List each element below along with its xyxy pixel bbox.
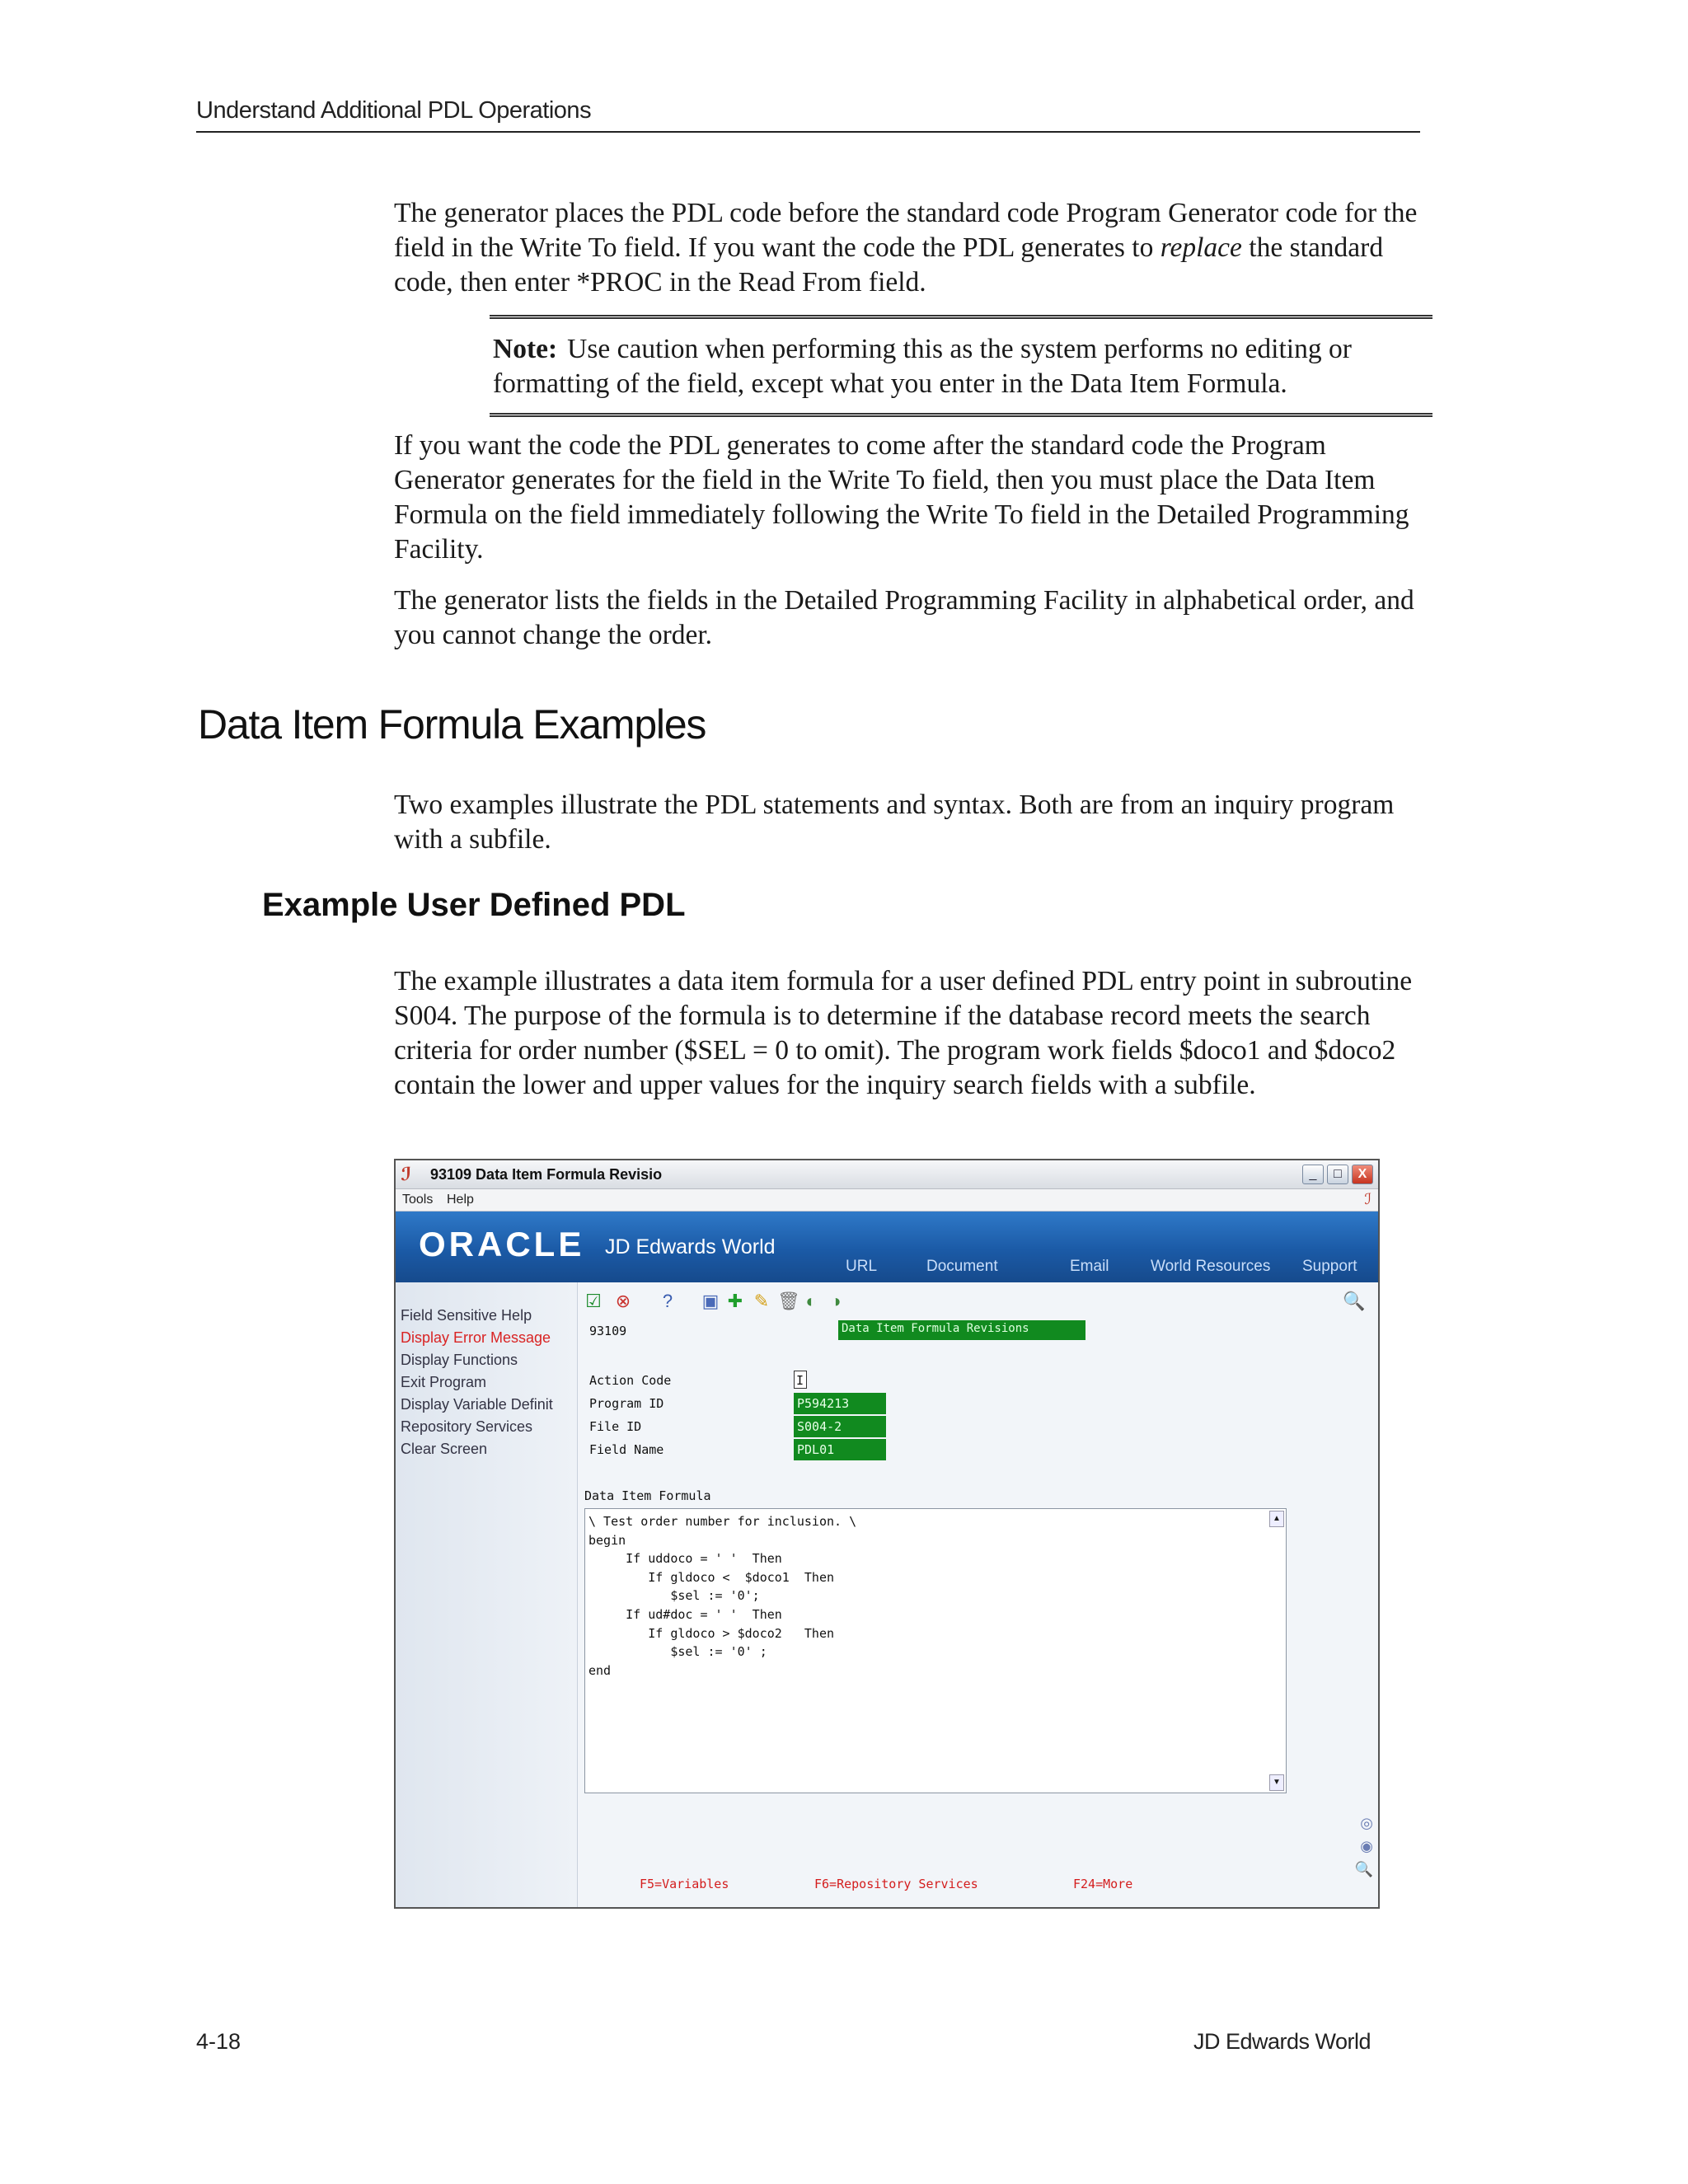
paragraph-generator-placement <box>394 196 1432 300</box>
program-id-label: Program ID <box>589 1396 664 1411</box>
settings-icon[interactable]: ◉ <box>1360 1838 1373 1854</box>
formula-label: Data Item Formula <box>584 1488 711 1503</box>
section-heading: Data Item Formula Examples <box>198 701 706 748</box>
product-name: JD Edwards World <box>605 1235 776 1258</box>
emphasis-replace: replace <box>1160 232 1242 263</box>
field-name-label: Field Name <box>589 1442 664 1457</box>
scroll-down-button[interactable]: ▼ <box>1269 1774 1284 1791</box>
action-code-input[interactable]: I <box>794 1371 807 1389</box>
sidebar-item-clear-screen[interactable]: Clear Screen <box>401 1441 488 1457</box>
note-box <box>490 315 1432 417</box>
oracle-banner <box>396 1212 1378 1282</box>
cancel-icon[interactable]: ⊗ <box>615 1291 631 1311</box>
delete-icon[interactable]: 🗑 <box>777 1291 800 1311</box>
fkey-repository-services[interactable]: F6=Repository Services <box>814 1877 978 1891</box>
program-id-field[interactable]: P594213 <box>794 1393 886 1414</box>
file-id-label: File ID <box>589 1419 642 1434</box>
zoom-icon[interactable]: 🔍 <box>1354 1861 1373 1877</box>
banner-link-world-resources[interactable]: World Resources <box>1151 1258 1271 1275</box>
note-text: Use caution when performing this as the system performs no editing or formatting of the field, except what you enter in the Data Item Formula. <box>493 334 1352 399</box>
sidebar-item-display-functions[interactable]: Display Functions <box>401 1352 518 1368</box>
search-icon[interactable]: 🔍 <box>1343 1291 1366 1311</box>
menu-tools[interactable]: Tools <box>402 1193 434 1207</box>
main-pane <box>578 1282 1378 1907</box>
banner-link-support[interactable]: Support <box>1302 1258 1357 1275</box>
maximize-button[interactable]: □ <box>1327 1165 1348 1184</box>
help-icon[interactable]: ? <box>662 1291 673 1311</box>
paragraph-text: The generator places the PDL code before the standard code Program Generator code for the field in the Write To field. If you want the code the PDL generates to <box>394 198 1418 263</box>
fkey-more[interactable]: F24=More <box>1073 1877 1133 1891</box>
field-name-field[interactable]: PDL01 <box>794 1439 886 1460</box>
jde-menu-icon: ℐ <box>1364 1191 1372 1207</box>
program-number: 93109 <box>589 1324 627 1338</box>
app-window-screenshot <box>394 1159 1380 1909</box>
jde-app-icon: ℐ <box>401 1164 412 1184</box>
banner-link-url[interactable]: URL <box>846 1258 878 1275</box>
previous-icon[interactable]: ◐ <box>805 1291 817 1311</box>
running-header: Understand Additional PDL Operations <box>196 97 1420 133</box>
close-button[interactable]: X <box>1352 1165 1373 1184</box>
banner-link-email[interactable]: Email <box>1070 1258 1109 1275</box>
banner-link-document[interactable]: Document <box>926 1258 998 1275</box>
sidebar-item-display-variable-definition[interactable]: Display Variable Definit <box>401 1396 553 1413</box>
window-title: 93109 Data Item Formula Revisio <box>430 1166 663 1183</box>
next-icon[interactable]: ◑ <box>830 1291 842 1311</box>
sidebar-item-repository-services[interactable]: Repository Services <box>401 1418 533 1435</box>
menu-bar <box>396 1189 1378 1212</box>
edit-icon[interactable]: ✎ <box>753 1291 770 1311</box>
title-bar <box>396 1160 1378 1189</box>
paragraph-after-standard-code: If you want the code the PDL generates to come after the standard code the Program Generator generates for the field in the Write To field, then you must place the Data Item Formula on the field immediately following the Write To field in the Detailed Programming Facility. <box>394 430 1409 565</box>
sidebar-item-display-error-message[interactable]: Display Error Message <box>401 1329 551 1346</box>
refresh-icon[interactable]: ◎ <box>1360 1815 1373 1831</box>
file-id-field[interactable]: S004-2 <box>794 1416 886 1437</box>
sidebar-item-exit-program[interactable]: Exit Program <box>401 1374 487 1390</box>
fkey-variables[interactable]: F5=Variables <box>640 1877 729 1891</box>
paragraph-text: the standard code, then enter *PROC in the Read From field. <box>394 232 1384 298</box>
note-label: Note: <box>493 334 558 364</box>
oracle-logo: ORACLE <box>419 1225 585 1263</box>
action-code-label: Action Code <box>589 1373 672 1388</box>
add-icon[interactable]: ✚ <box>727 1291 743 1311</box>
formula-text: \ Test order number for inclusion. \ begin If uddoco = ' ' Then If gldoco < $doco1 Then $sel := '0'; If ud#doc = ' ' Then If gldoco > $doco2 Then $sel := '0' ; end <box>588 1514 857 1678</box>
menu-help[interactable]: Help <box>447 1193 474 1207</box>
paragraph-alphabetical-order: The generator lists the fields in the Detailed Programming Facility in alphabetical order, and you cannot change the order. <box>394 585 1414 650</box>
paragraph-two-examples: Two examples illustrate the PDL statements and syntax. Both are from an inquiry program with a subfile. <box>394 790 1395 855</box>
formula-textarea[interactable] <box>584 1508 1287 1793</box>
sidebar-item-field-sensitive-help[interactable]: Field Sensitive Help <box>401 1307 532 1324</box>
scroll-up-button[interactable]: ▲ <box>1269 1511 1284 1527</box>
paragraph-example-description: The example illustrates a data item formula for a user defined PDL entry point in subroutine S004. The purpose of the formula is to determine if the database record meets the search criteria for order number ($SEL = 0 to omit). The program work fields $doco1 and $doco2 contain the lower and upper values for the inquiry search fields with a subfile. <box>394 966 1413 1100</box>
screen-icon[interactable]: ▣ <box>701 1291 720 1311</box>
sidebar <box>396 1282 578 1907</box>
sub-heading: Example User Defined PDL <box>262 887 686 923</box>
form-title: Data Item Formula Revisions <box>838 1320 1085 1340</box>
minimize-button[interactable]: _ <box>1302 1165 1324 1184</box>
book-title: JD Edwards World <box>1193 2029 1372 2054</box>
check-icon[interactable]: ☑ <box>585 1291 602 1311</box>
page-number: 4-18 <box>196 2029 241 2054</box>
